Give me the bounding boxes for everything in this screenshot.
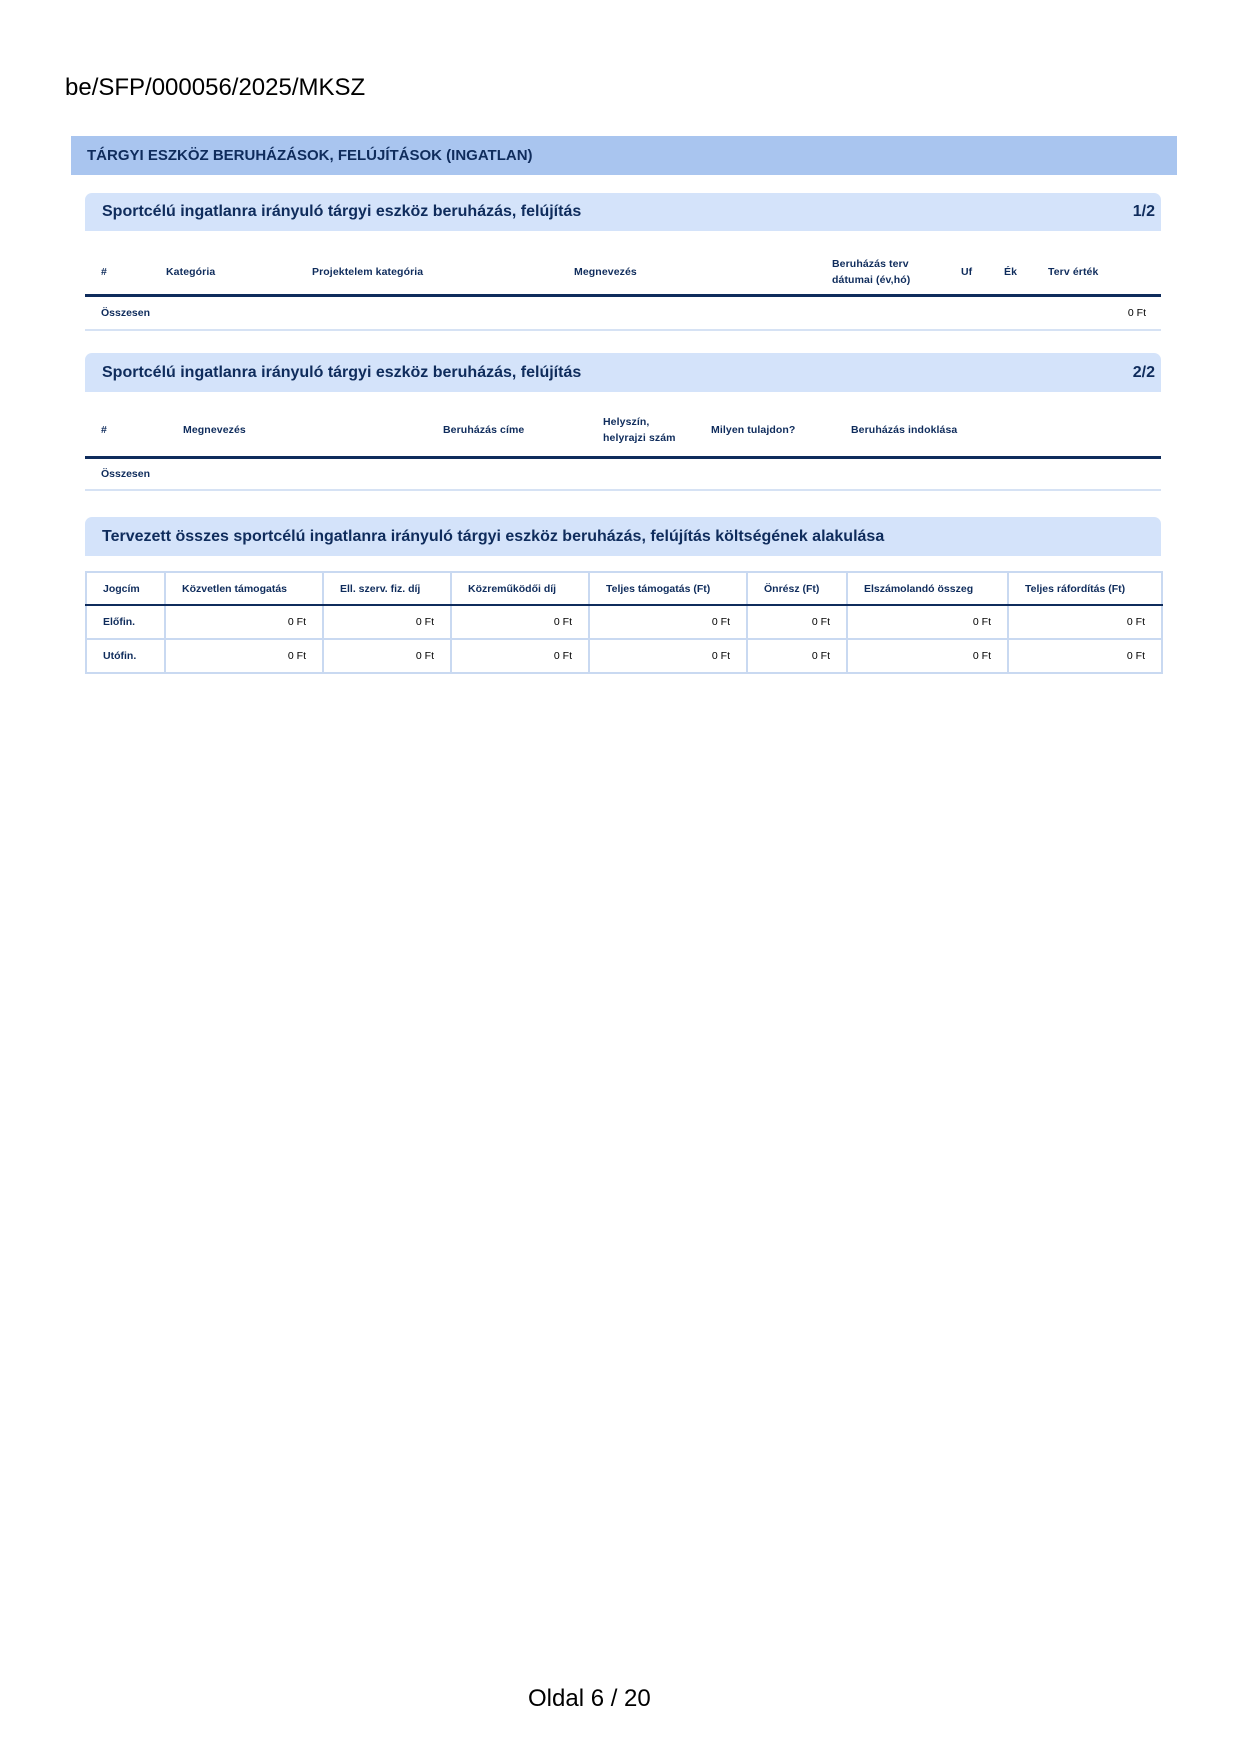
row-label: Előfin. (86, 605, 165, 639)
column-header-title-type: Jogcím (86, 572, 165, 605)
value-cell: 0 Ft (1008, 639, 1162, 673)
value-cell: 0 Ft (451, 605, 589, 639)
row-label: Utófin. (86, 639, 165, 673)
table2-bottom-divider (85, 489, 1161, 491)
column-header-own-contribution: Önrész (Ft) (747, 572, 847, 605)
column-header-planned-dates (832, 249, 910, 294)
value-cell: 0 Ft (165, 639, 323, 673)
table-header-row (86, 572, 1162, 605)
column-header-location-line2: helyrajzi szám (603, 432, 676, 444)
table-row (86, 639, 1162, 673)
column-header-eligible-amount: Elszámolandó összeg (847, 572, 1008, 605)
column-header-justification: Beruházás indoklása (851, 424, 958, 436)
value-cell: 0 Ft (323, 639, 451, 673)
column-header-location-line1: Helyszín, (603, 416, 650, 428)
table-row (86, 605, 1162, 639)
value-cell: 0 Ft (451, 639, 589, 673)
table1-bottom-divider (85, 329, 1161, 331)
column-header-control-body-fee: Ell. szerv. fiz. díj (323, 572, 451, 605)
column-header-ownership: Milyen tulajdon? (711, 424, 796, 436)
value-cell: 0 Ft (847, 605, 1008, 639)
table1-total-row (85, 297, 1161, 329)
value-cell: 0 Ft (589, 639, 747, 673)
table1-part-indicator: 1/2 (1132, 203, 1155, 220)
table2-part-indicator: 2/2 (1132, 364, 1155, 381)
column-header-planned-dates-line2: dátumai (év,hó) (832, 273, 911, 286)
column-header-category: Kategória (166, 265, 216, 278)
column-header-total-expenditure: Teljes ráfordítás (Ft) (1008, 572, 1162, 605)
value-cell: 0 Ft (589, 605, 747, 639)
table1-total-value: 0 Ft (1127, 307, 1146, 319)
table1-header (85, 193, 1161, 231)
table1-title: Sportcélú ingatlanra irányuló tárgyi eszköz beruházás, felújítás (102, 203, 582, 220)
value-cell: 0 Ft (165, 605, 323, 639)
column-header-num: # (101, 265, 107, 278)
value-cell: 0 Ft (747, 605, 847, 639)
table2-header (85, 353, 1161, 392)
column-header-project-element-category: Projektelem kategória (312, 265, 424, 278)
column-header-planned-value: Terv érték (1048, 265, 1099, 278)
column-header-ek: Ék (1004, 265, 1018, 278)
value-cell: 0 Ft (847, 639, 1008, 673)
column-header-address: Beruházás címe (443, 424, 525, 436)
value-cell: 0 Ft (747, 639, 847, 673)
column-header-total-support: Teljes támogatás (Ft) (589, 572, 747, 605)
value-cell: 0 Ft (1008, 605, 1162, 639)
table1-total-label: Összesen (101, 307, 151, 319)
table2-total-row (85, 459, 1161, 489)
table2-column-headers (85, 404, 1161, 456)
cost-summary-table (85, 571, 1163, 674)
page-number: Oldal 6 / 20 (528, 1685, 651, 1712)
column-header-intermediary-fee: Közreműködői díj (451, 572, 589, 605)
column-header-planned-dates-line1: Beruházás terv (832, 257, 909, 270)
column-header-name: Megnevezés (183, 424, 246, 436)
value-cell: 0 Ft (323, 605, 451, 639)
table3-title: Tervezett összes sportcélú ingatlanra irányuló tárgyi eszköz beruházás, felújítás költségének alakulása (102, 528, 885, 545)
table1-column-headers (85, 249, 1161, 294)
column-header-location (603, 404, 676, 456)
column-header-uf: Uf (961, 265, 973, 278)
column-header-name: Megnevezés (574, 265, 637, 278)
table3-header (85, 517, 1161, 556)
column-header-num: # (101, 424, 107, 436)
column-header-direct-support: Közvetlen támogatás (165, 572, 323, 605)
table2-title: Sportcélú ingatlanra irányuló tárgyi eszköz beruházás, felújítás (102, 364, 582, 381)
section-banner: TÁRGYI ESZKÖZ BERUHÁZÁSOK, FELÚJÍTÁSOK (INGATLAN) (71, 136, 1177, 175)
table2-total-label: Összesen (101, 468, 151, 480)
document-id: be/SFP/000056/2025/MKSZ (65, 74, 366, 101)
